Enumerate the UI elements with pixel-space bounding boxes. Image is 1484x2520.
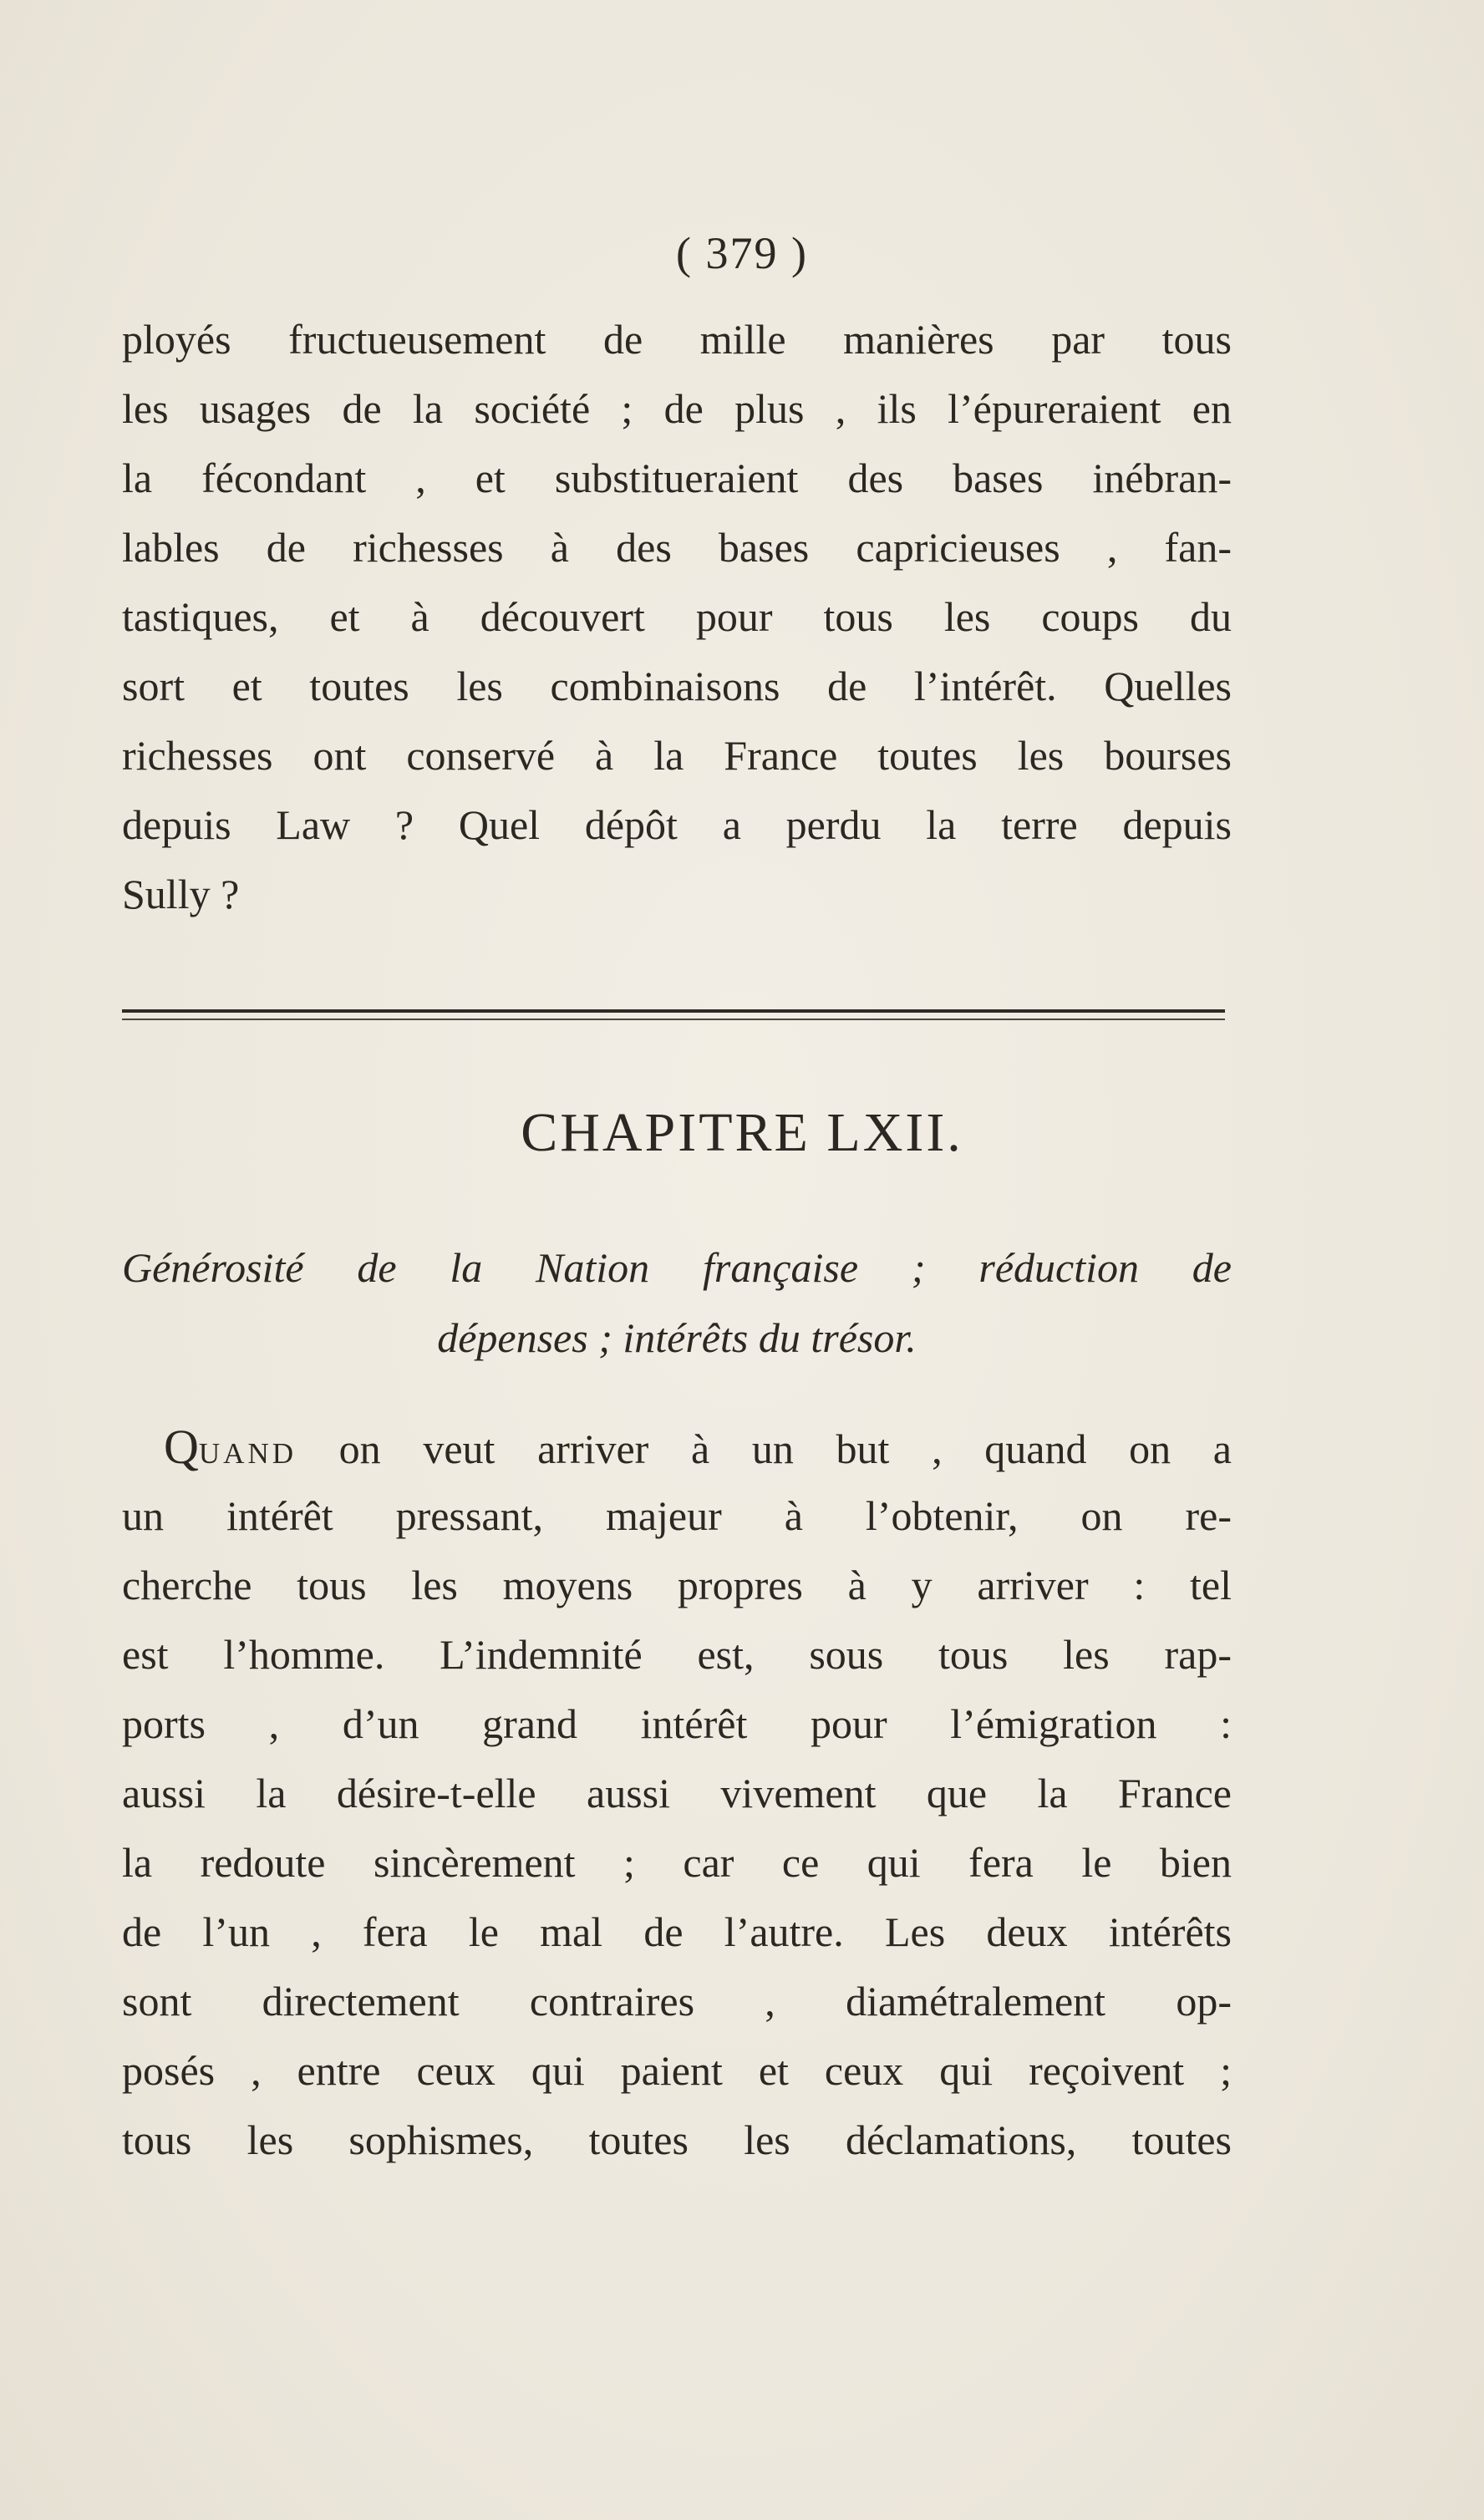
text-line: un intérêt pressant, majeur à l’obtenir, on re- [122, 1492, 1232, 1539]
page-number: ( 379 ) [676, 228, 808, 278]
chapter-subtitle [122, 1232, 1232, 1373]
text-line: richesses ont conservé à la France toutes les bourses [122, 732, 1232, 779]
text-line: cherche tous les moyens propres à y arriver : tel [122, 1562, 1232, 1608]
text-line: la fécondant , et substitueraient des bases inébran- [122, 455, 1232, 501]
text-line: ployés fructueusement de mille manières par tous [122, 316, 1232, 363]
text-line: aussi la désire-t-elle aussi vivement que la France [122, 1770, 1232, 1816]
subtitle-line: Générosité de la Nation française ; réduction de [122, 1244, 1232, 1291]
text-line: lables de richesses à des bases capricieuses , fan- [122, 524, 1232, 571]
chapter-title: CHAPITRE LXII. [521, 1102, 963, 1163]
dropcap: Q [164, 1420, 199, 1474]
text-line: la redoute sincèrement ; car ce qui fera le bien [122, 1839, 1232, 1886]
subtitle-line: dépenses ; intérêts du trésor. [437, 1314, 917, 1361]
text-line: posés , entre ceux qui paient et ceux qui reçoivent ; [122, 2047, 1232, 2094]
text-line: depuis Law ? Quel dépôt a perdu la terre depuis [122, 801, 1232, 848]
smallcaps-word: uand [198, 1425, 297, 1472]
text-line: est l’homme. L’indemnité est, sous tous les rap- [122, 1631, 1232, 1678]
text-line: ports , d’un grand intérêt pour l’émigration : [122, 1700, 1232, 1747]
first-line-rest: on veut arriver à un but , quand on a [297, 1425, 1232, 1472]
continued-text [122, 305, 1232, 929]
paragraph-first-line [122, 1412, 1232, 1481]
text-line: Sully ? [122, 871, 240, 917]
text-line: sort et toutes les combinaisons de l’intérêt. Quelles [122, 663, 1232, 709]
text-line: tastiques, et à découvert pour tous les coups du [122, 593, 1232, 640]
text-line: les usages de la société ; de plus , ils l’épureraient en [122, 385, 1232, 432]
chapter-paragraph [122, 1412, 1232, 2175]
text-line: tous les sophismes, toutes les déclamations, toutes [122, 2116, 1232, 2163]
text-line: sont directement contraires , diamétralement op- [122, 1978, 1232, 2025]
text-line: de l’un , fera le mal de l’autre. Les deux intérêts [122, 1908, 1232, 1955]
section-divider [122, 1009, 1225, 1024]
